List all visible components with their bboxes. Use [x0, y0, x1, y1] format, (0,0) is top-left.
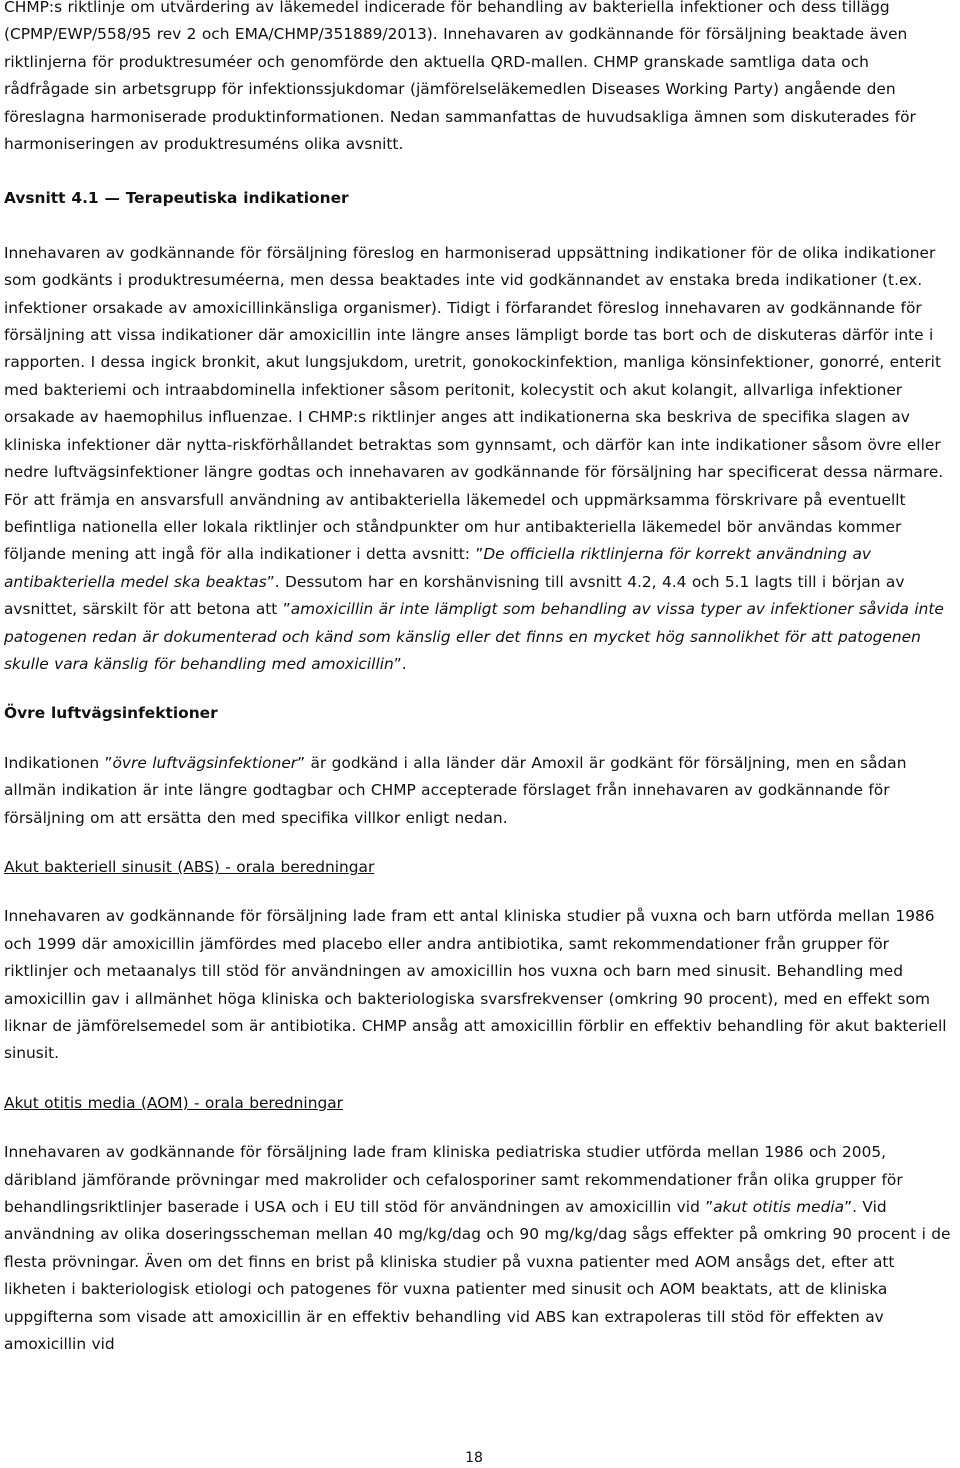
spacer [4, 881, 956, 903]
spacer [4, 728, 956, 750]
intro-paragraph [4, 0, 956, 158]
spacer [4, 832, 956, 854]
abs-paragraph: Innehavaren av godkännande för försäljning lade fram ett antal kliniska studier på vuxna och barn utförda mellan 1986 och 1999 där amoxicillin jämfördes med placebo eller andra antibiotika, samt rekommendationer från grupper för riktlinjer och metaanalys till stöd för användningen av amoxicillin hos vuxna och barn med sinusit. Behandling med amoxicillin gav i allmänhet höga kliniska och bakteriologiska svarsfrekvenser (omkring 90 procent), med en effekt som liknar de jämförelsemedel som är antibiotika. CHMP ansåg att amoxicillin förblir en effektiv behandling för akut bakteriell sinusit. [4, 907, 947, 1063]
intro-text-part2: CHMP granskade samtliga data och rådfrågade sin arbetsgrupp för infektionssjukdomar (jämförelseläkemedlen Diseases Working Party) angående den föreslagna harmoniserade produktinformationen. Nedan sammanfattas de huvudsakliga ämnen som diskuterades för harmoniseringen av produktresuméns olika avsnitt. [4, 52, 916, 154]
aom-heading: Akut otitis media (AOM) - orala beredningar [4, 1093, 343, 1112]
upper-rti-text-c: ” är godkänd i alla länder där Amoxil är godkänt för försäljning, men en sådan allmän indikation är inte längre godtagbar och CHMP accepterade förslaget från innehavaren av godkännande för försäljning om att ersätta den med specifika villkor enligt nedan. [4, 753, 907, 827]
spacer [4, 1068, 956, 1090]
section-4-1-italic-guideline: De officiella riktlinjerna för korrekt användning av antibakteriella medel ska beaktas [4, 545, 872, 591]
section-4-1-paragraph [4, 240, 956, 679]
spacer [4, 213, 956, 240]
section-4-1-italic-amoxicillin: amoxicillin är inte lämpligt som behandling av vissa typer av infektioner såvida inte patogenen redan är dokumenterad och känd som känslig eller det finns en mycket hög sannolikhet för att patogenen skulle vara känslig för behandling med amoxicillin [4, 600, 944, 673]
aom-italic: akut otitis media [713, 1198, 845, 1217]
upper-rti-heading: Övre luftvägsinfektioner [4, 704, 218, 723]
upper-rti-italic: övre luftvägsinfektioner [112, 753, 298, 772]
intro-text-part1: CHMP:s riktlinje om utvärdering av läkemedel indicerade för behandling av bakteriella infektioner och dess tillägg (CPMP/EWP/558/95 rev 2 och EMA/CHMP/351889/2013). Innehavaren av godkännande för försäljning beaktade även riktlinjerna för produktresuméer och genomförde den aktuella QRD-mallen. [4, 0, 908, 71]
section-4-1-text-c: ”. Dessutom har en korshänvisning till avsnitt 4.2, 4.4 och 5.1 lagts till i början av avsnittet, särskilt för att betona att ” [4, 572, 905, 619]
section-4-1-text-e: ”. [393, 654, 407, 673]
aom-text-a: Innehavaren av godkännande för försäljning lade fram kliniska pediatriska studier utförda mellan 1986 och 2005, däribland jämförande prövningar med makrolider och cefalosporiner samt rekommendationer från olika grupper för behandlingsriktlinjer baserade i USA och i EU till stöd för användningen av amoxicillin vid ” [4, 1143, 903, 1217]
section-heading-4-1: Avsnitt 4.1 — Terapeutiska indikationer [4, 189, 349, 208]
aom-paragraph [4, 1139, 956, 1358]
upper-rti-paragraph [4, 750, 956, 832]
spacer [4, 678, 956, 700]
upper-rti-text-a: Indikationen ” [4, 753, 113, 772]
spacer [4, 1117, 956, 1139]
document-page [4, 0, 956, 1358]
aom-text-c: ”. Vid användning av olika doseringsscheman mellan 40 mg/kg/dag och 90 mg/kg/dag sågs effekter på omkring 90 procent i de flesta prövningar. Även om det finns en brist på kliniska studier på vuxna patienter med AOM ansågs det, efter att likheten i bakteriologisk etiologi och patogenes för vuxna patienter med sinusit och AOM beaktats, att de kliniska uppgifterna som visade att amoxicillin är en effektiv behandling vid ABS kan extrapoleras till stöd för effekten av amoxicillin vid [4, 1198, 951, 1354]
section-4-1-text-a: Innehavaren av godkännande för försäljning föreslog en harmoniserad uppsättning indikationer för de olika indikationer som godkänts i produktresuméerna, men dessa beaktades inte vid godkännandet av enstaka breda indikationer (t.ex. infektioner orsakade av amoxicillinkänsliga organismer). Tidigt i förfarandet föreslog innehavaren av godkännande för försäljning att vissa indikationer där amoxicillin inte längre anses lämpligt borde tas bort och de diskuteras därför inte i rapporten. I dessa ingick bronkit, akut lungsjukdom, uretrit, gonokockinfektion, manliga könsinfektioner, gonorré, enterit med bakteriemi och intraabdominella infektioner såsom peritonit, kolecystit och akut kolangit, allvarliga infektioner orsakade av haemophilus influenzae. I CHMP:s riktlinjer anges att indikationerna ska beskriva de specifika slagen av kliniska infektioner där nytta-riskförhållandet betraktas som gynnsamt, och därför kan inte indikationer såsom övre eller nedre luftvägsinfektioner längre godtas och innehavaren av godkännande för försäljning har specificerat dessa närmare. För att främja en ansvarsfull användning av antibakteriella läkemedel och uppmärksamma förskrivare på eventuellt befintliga nationella eller lokala riktlinjer och ståndpunkter om hur antibakteriella läkemedel bör användas kommer följande mening att ingå för alla indikationer i detta avsnitt: ” [4, 243, 944, 564]
abs-heading: Akut bakteriell sinusit (ABS) - orala beredningar [4, 857, 375, 876]
page-number: 18 [465, 1450, 483, 1466]
